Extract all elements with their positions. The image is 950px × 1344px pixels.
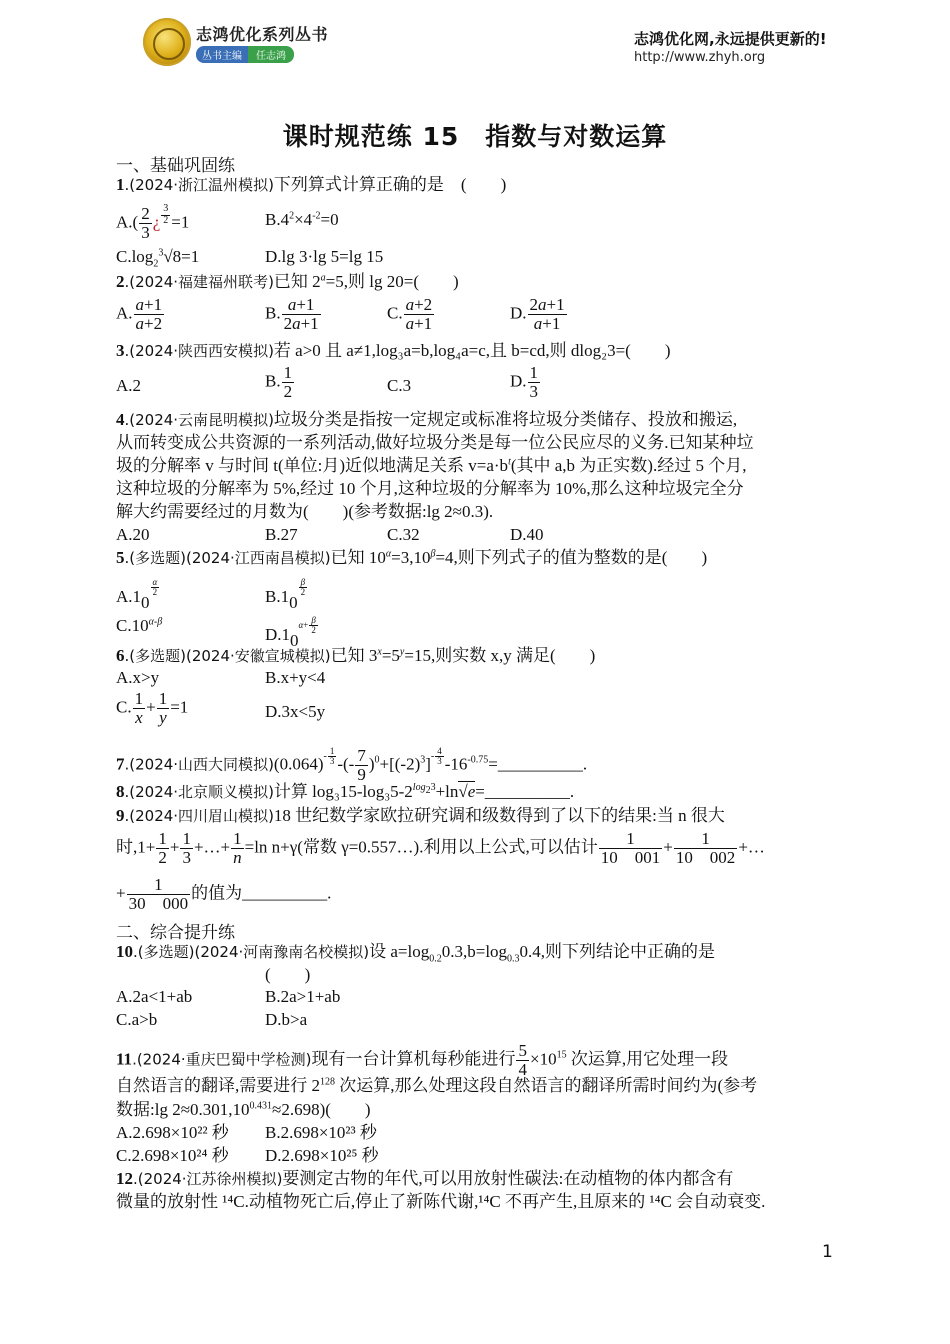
question-8: 8.(2024·北京顺义模拟)计算 $\log_315-\log_35-2^{log_23}+\ln√e=\_\_\_\_\_\_\_\_\_\_$.	[116, 782, 575, 801]
q10-option-a: A.2a<1+ab	[116, 987, 193, 1006]
book-series-logo	[143, 18, 191, 66]
question-4: 4.(2024·云南昆明模拟)垃圾分类是指按一定规定或标准将垃圾分类储存、投放和搬运,	[116, 410, 738, 429]
question-6: 6.(多选题)(2024·安徽宣城模拟)已知 $3^x=5^y=15$,则实数 x,y 满足( )	[116, 646, 596, 665]
q2-option-b: B. $\frac{a+1}{2a+1}$	[265, 295, 319, 333]
question-11-line-3: 数据:lg $2\approx 0.301,10^{0.431}\approx 2.698$)( )	[116, 1100, 371, 1119]
q2-option-a: A. $\frac{a+1}{a+2}$	[116, 295, 163, 333]
q1-option-a: A.( $\frac{2}{3}$ ¿ $^{\frac{3}{2}}$ =1	[116, 203, 190, 242]
q4-option-d: D.40	[510, 525, 544, 544]
page-title: 课时规范练 15 指数与对数运算	[282, 122, 668, 151]
q1-option-c: $C.\log_2^3√8=1$	[116, 247, 200, 270]
page-number: 1	[822, 1242, 833, 1262]
q5-option-a: $A.1_0$ $^{\frac{\alpha}{2}}$	[116, 577, 158, 613]
q3-option-d: D. $\frac{1}{3}$	[510, 363, 539, 401]
question-10: 10.(多选题)(2024·河南豫南名校模拟)设 $a=\log_{0.2}0.3,b=\log_{0.3}0.4$,则下列结论中正确的是	[116, 942, 716, 965]
question-11: 11.(2024·重庆巴蜀中学检测)现有一台计算机每秒能进行 $\frac{5}{4}$ $\times 10^{15}$ 次运算,用它处理一段	[116, 1041, 729, 1079]
header-url[interactable]: http://www.zhyh.org	[634, 50, 766, 65]
header-slogan: 志鸿优化网,永远提供更新的!	[634, 30, 827, 48]
question-12: 12.(2024·江苏徐州模拟)要测定古物的年代,可以用放射性碳法:在动植物的体内都含有	[116, 1169, 734, 1188]
page-header	[0, 0, 950, 80]
question-7: 7.(2024·山西大同模拟)$(0.064)^{- \frac{1}{3}}$ -(- $\frac{7}{9}$ )$^0+[(-2)^3]^{- \frac{4}{3}}$ $-16^{-0.75}=\_\_\_\_\_\_\_\_\_\_$.	[116, 746, 588, 784]
question-11-line-2: 自然语言的翻译,需要进行 $2^{128}$ 次运算,那么处理这段自然语言的翻译所需时间约为(参考	[116, 1076, 758, 1095]
q11-option-b: B.2.698×10²³ 秒	[265, 1123, 377, 1142]
q2-option-d: D. $\frac{2a+1}{a+1}$	[510, 295, 565, 333]
question-1: 1.(2024·浙江温州模拟)下列算式计算正确的是 ( )	[116, 175, 507, 194]
q3-option-a: A.2	[116, 376, 142, 395]
question-5: 5.(多选题)(2024·江西南昌模拟)已知 $10^\alpha=3,10^\beta=4$,则下列式子的值为整数的是( )	[116, 548, 708, 567]
question-9: 9.(2024·四川眉山模拟)18 世纪数学家欧拉研究调和级数得到了以下的结果:当 n 很大	[116, 806, 725, 825]
q6-option-d: D.3x<5y	[265, 702, 326, 721]
q1-option-b: $B.4^2\times 4^{-2}=0$	[265, 210, 339, 229]
q2-option-c: C. $\frac{a+2}{a+1}$	[387, 295, 433, 333]
q6-option-a: A.x>y	[116, 668, 160, 687]
q5-option-d: $D.1_0^{\alpha+ \frac{\beta}{2}}$	[265, 615, 316, 651]
section-heading-1: 一、基础巩固练	[116, 156, 235, 176]
question-4-line-3: 圾的分解率 v 与时间 t(单位:月)近似地满足关系 $v=a\cdot b^t$(其中 a,b 为正实数).经过 5 个月,	[116, 456, 747, 475]
q5-option-c: $C.10^{\alpha-\beta}$	[116, 616, 163, 635]
question-9-line-3: + $\frac{1}{30 000}$ 的值为__________.	[116, 875, 332, 913]
q6-option-c: C. $\frac{1}{x}$ + $\frac{1}{y}$ =1	[116, 689, 189, 727]
q6-option-b: B.x+y<4	[265, 668, 326, 687]
q3-option-c: C.3	[387, 376, 412, 395]
q11-option-a: A.2.698×10²² 秒	[116, 1123, 229, 1142]
q4-option-a: A.20	[116, 525, 150, 544]
q10-option-c: C.a>b	[116, 1010, 158, 1029]
q3-option-b: B. $\frac{1}{2}$	[265, 363, 293, 401]
question-2: 2.(2024·福建福州联考)已知 $2^a=5$,则 lg 20=( )	[116, 272, 459, 291]
question-4-line-4: 这种垃圾的分解率为 5%,经过 10 个月,这种垃圾的分解率为 10%,那么这种垃圾完全分	[116, 479, 744, 498]
editor-badge: 丛书主编 任志鸿	[196, 46, 294, 62]
question-3: 3.(2024·陕西西安模拟)若 a>0 且 a≠1,log₃a=b,log₄a=c,且 b=cd,则 dlog₂3=( )	[116, 341, 671, 360]
q5-option-b: $B.1_0$ $^{\frac{\beta}{2}}$	[265, 577, 306, 613]
q4-option-c: C.32	[387, 525, 420, 544]
question-4-line-2: 从而转变成公共资源的一系列活动,做好垃圾分类是每一位公民应尽的义务.已知某种垃	[116, 433, 754, 452]
q11-option-d: D.2.698×10²⁵ 秒	[265, 1146, 379, 1165]
q10-answer-paren: ( )	[265, 965, 311, 984]
q1-option-d: D.lg 3·lg 5=lg 15	[265, 247, 384, 266]
question-12-line-2: 微量的放射性 ¹⁴C.动植物死亡后,停止了新陈代谢,¹⁴C 不再产生,且原来的 ¹⁴C 会自动衰变.	[116, 1192, 766, 1211]
q10-option-b: B.2a>1+ab	[265, 987, 341, 1006]
question-9-line-2: 时,1+ $\frac{1}{2}$ + $\frac{1}{3}$ +…+ $\frac{1}{n}$ =ln n+γ(常数 γ=0.557…).利用以上公式,可以估计 $\frac{1}{10 001}$ + $\frac{1}{10 002}$ +…	[116, 829, 765, 867]
q4-option-b: B.27	[265, 525, 298, 544]
question-4-line-5: 解大约需要经过的月数为( )(参考数据:lg 2≈0.3).	[116, 502, 494, 521]
section-heading-2: 二、综合提升练	[116, 923, 235, 943]
q11-option-c: C.2.698×10²⁴ 秒	[116, 1146, 229, 1165]
series-name: 志鸿优化系列丛书	[196, 25, 329, 44]
q10-option-d: D.b>a	[265, 1010, 308, 1029]
